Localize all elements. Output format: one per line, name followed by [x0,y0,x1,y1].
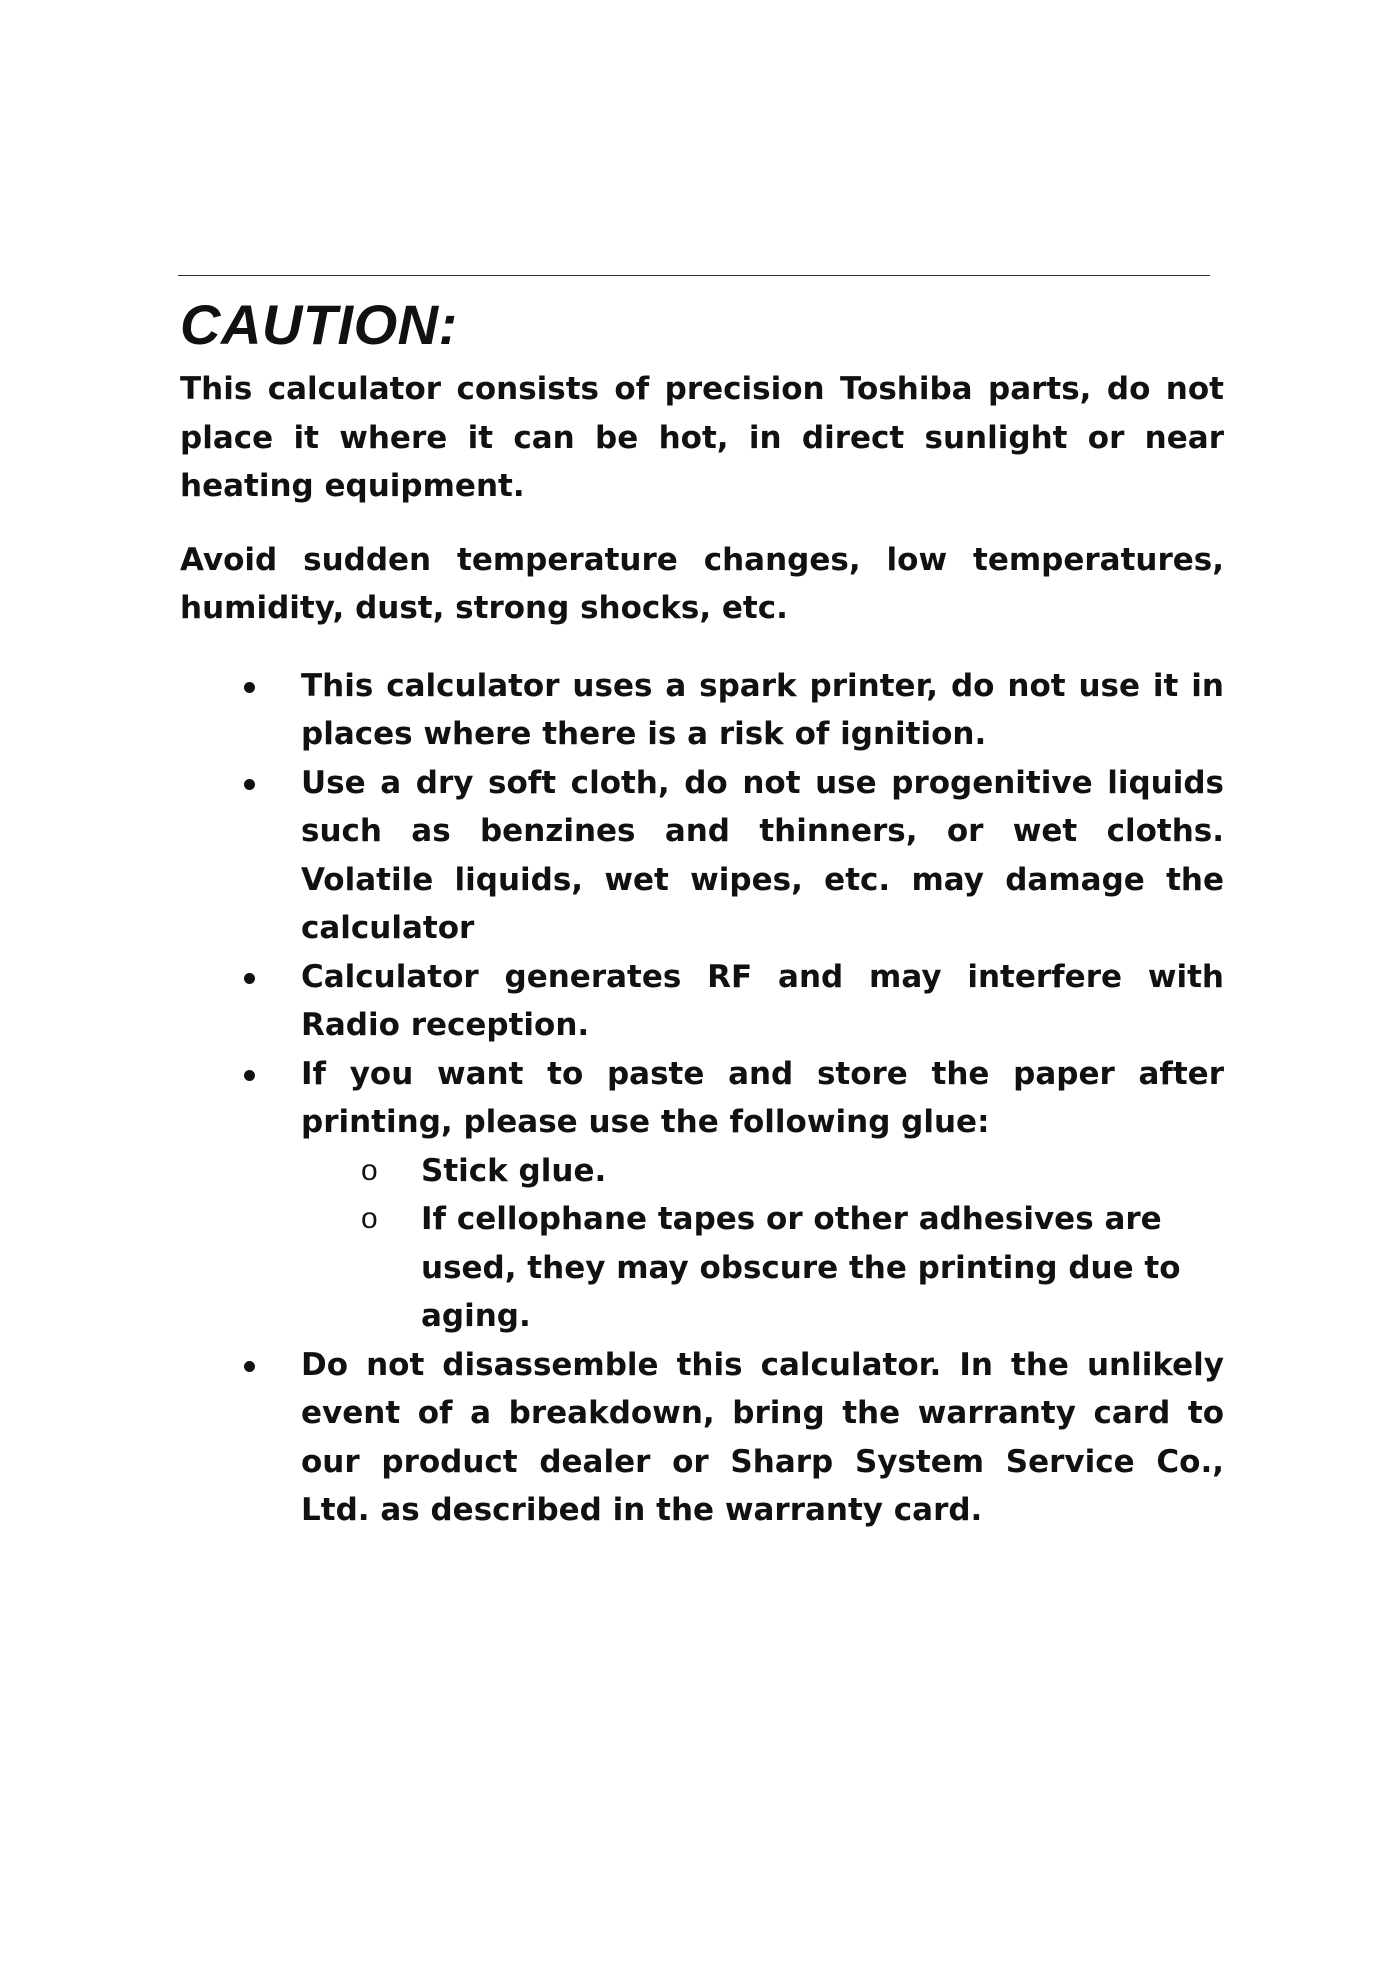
sub-item-adhesives [301,1195,1224,1341]
glue-sub-list [301,1147,1224,1341]
list-item-text: Use a dry soft cloth, do not use progenitive liquids such as benzines and thinners, or wet cloths. Volatile liquids, wet wipes, etc. may damage the calculator [301,764,1224,946]
bullet-icon [244,779,255,790]
list-item-disassembly [180,1341,1224,1535]
list-item-text: Calculator generates RF and may interfere with Radio reception. [301,958,1224,1043]
bullet-icon [244,682,255,693]
list-item-text: Do not disassemble this calculator. In the unlikely event of a breakdown, bring the warranty card to our product dealer or Sharp System Service Co., Ltd. as described in the warranty card. [301,1346,1224,1528]
sub-bullet-icon: o [361,1202,378,1235]
intro-paragraph: This calculator consists of precision Toshiba parts, do not place it where it can be hot, in direct sunlight or near heating equipment. [180,371,1224,504]
bullet-icon [244,973,255,984]
caution-heading: CAUTION: [180,293,458,356]
caution-body [180,365,1224,1535]
caution-list [180,662,1224,1535]
sub-item-stick-glue [301,1147,1224,1196]
environment-paragraph: Avoid sudden temperature changes, low temperatures, humidity, dust, strong shocks, etc. [180,541,1224,626]
list-item-rf-interference [180,953,1224,1050]
list-item-text: If you want to paste and store the paper after printing, please use the following glue: [301,1055,1224,1140]
top-rule [178,275,1210,276]
list-item-spark-printer [180,662,1224,759]
sub-bullet-icon: o [361,1153,378,1187]
list-item-text: This calculator uses a spark printer, do not use it in places where there is a risk of ignition. [301,667,1224,752]
bullet-icon [244,1361,255,1372]
sub-item-text: Stick glue. [421,1152,607,1189]
sub-item-text: If cellophane tapes or other adhesives are used, they may obscure the printing due to aging. [421,1201,1181,1334]
bullet-icon [244,1070,255,1081]
list-item-glue [180,1050,1224,1341]
list-item-cleaning [180,759,1224,953]
